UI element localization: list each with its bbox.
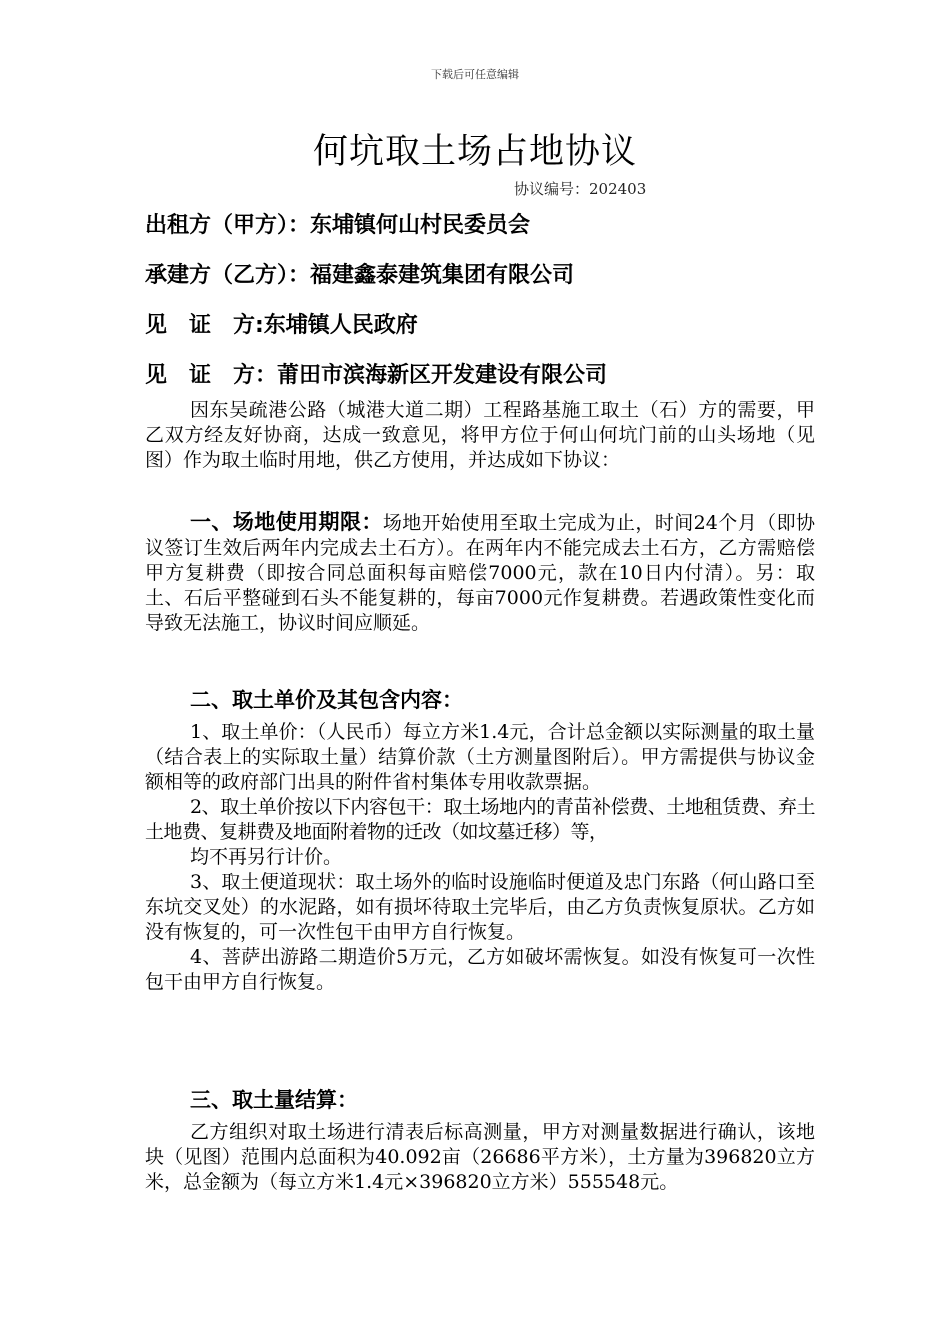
section1-text: 场地开始使用至取土完成为止，时间24个月（即协议签订生效后两年内完成去土石方）。在两年内不能完成去土石方，乙方需赔偿甲方复耕费（即按合同总面积每亩赔偿7000元，款在10日内付清）。另：取土、石后平整碰到石头不能复耕的，每亩7000元作复耕费。若遇政策性变化而导致无法施工，协议时间应顺延。 (145, 512, 815, 634)
section2-item-2-cont: 均不再另行计价。 (190, 846, 343, 868)
party-witness-government: 见 证 方:东埔镇人民政府 (145, 313, 418, 338)
intro-text: 因东吴疏港公路（城港大道二期）工程路基施工取土（石）方的需要，甲乙双方经友好协商，达成一致意见，将甲方位于何山何坑门前的山头场地（见图）作为取土临时用地，供乙方使用，并达成如下协议： (145, 399, 815, 471)
party-lessor: 出租方（甲方）：东埔镇何山村民委员会 (145, 213, 531, 238)
document-title: 何坑取土场占地协议 (312, 132, 637, 172)
section3-body (145, 1120, 815, 1195)
agreement-number: 协议编号：202403 (514, 180, 647, 198)
section1 (145, 510, 815, 636)
section2-item-2: 2、取土单价按以下内容包干：取土场地内的青苗补偿费、土地租赁费、弃土土地费、复耕费及地面附着物的迁改（如坟墓迁移）等， (145, 796, 815, 843)
party-contractor: 承建方（乙方）：福建鑫泰建筑集团有限公司 (145, 263, 575, 288)
section3-text: 乙方组织对取土场进行清表后标高测量，甲方对测量数据进行确认，该地块（见图）范围内总面积为40.092亩（26686平方米），土方量为396820立方米，总金额为（每立方米1.4元×396820立方米）555548元。 (145, 1121, 815, 1193)
section3-heading: 三、取土量结算： (190, 1088, 358, 1112)
section2-heading: 二、取土单价及其包含内容： (190, 688, 463, 712)
intro-paragraph (145, 398, 815, 473)
section2-item-3: 3、取土便道现状：取土场外的临时设施临时便道及忠门东路（何山路口至东坑交叉处）的水泥路，如有损坏待取土完毕后，由乙方负责恢复原状。乙方如没有恢复的，可一次性包干由甲方自行恢复。 (145, 871, 815, 943)
section2-item-4: 4、菩萨出游路二期造价5万元，乙方如破坏需恢复。如没有恢复可一次性包干由甲方自行恢复。 (145, 946, 815, 993)
section2-body (145, 720, 815, 995)
section1-paragraph (145, 510, 815, 636)
header-note: 下载后可任意编辑 (431, 68, 519, 81)
section2-item-1: 1、取土单价：（人民币）每立方米1.4元，合计总金额以实际测量的取土量（结合表上的实际取土量）结算价款（土方测量图附后）。甲方需提供与协议金额相等的政府部门出具的附件省村集体专用收款票据。 (145, 721, 815, 793)
section1-heading: 一、场地使用期限： (190, 510, 383, 534)
party-witness-company: 见 证 方：莆田市滨海新区开发建设有限公司 (145, 363, 608, 388)
